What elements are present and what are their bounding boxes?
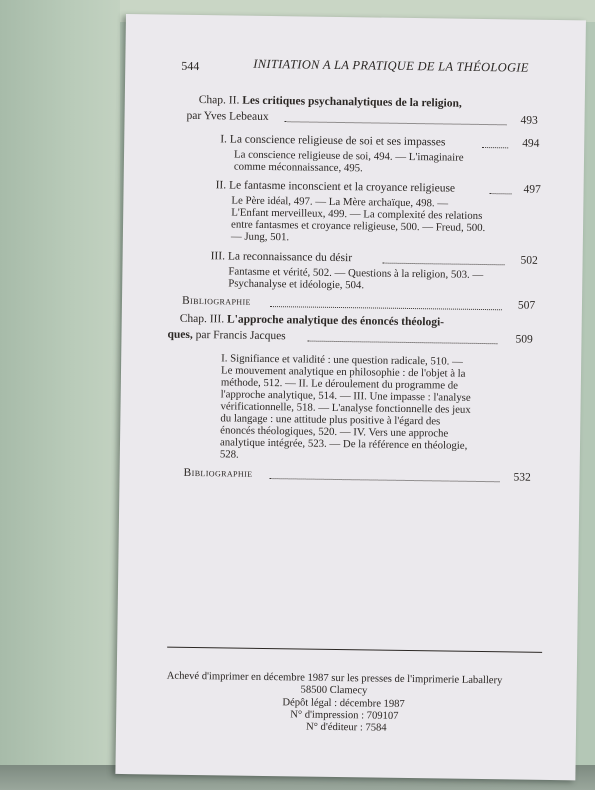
section-sub-line: entre fantasmes et croyance religieuse, 500. — Freud, 500. [230, 218, 486, 235]
book-page [115, 14, 586, 780]
section-sub-line: Psychanalyse et idéologie, 504. [228, 277, 365, 292]
leader-dots [307, 341, 497, 345]
leader-dots [285, 121, 507, 125]
leader-dots [482, 147, 508, 148]
bibliography-page: 507 [517, 299, 536, 312]
chap2-author: par Yves Lebeaux [186, 109, 269, 124]
chap2-prefix: Chap. II. [198, 94, 240, 107]
section-sub-line: Fantasme et vérité, 502. — Questions à la religion, 503. — [228, 265, 484, 282]
chap2-heading [199, 94, 462, 110]
leader-dots [270, 478, 500, 482]
colophon-line: N° d'impression : 709107 [290, 709, 399, 722]
chap3-sub-line: I. Signifiance et validité : une question radicale, 510. — [221, 352, 463, 368]
section-title: II. Le fantasme inconscient et la croyance religieuse [215, 179, 456, 195]
colophon-line: N° d'éditeur : 7584 [305, 721, 387, 734]
leader-dots [270, 306, 502, 310]
chap3-sub-line: l'approche analytique, 514. — III. Une impasse : l'analyse [220, 388, 471, 404]
background-left [0, 0, 120, 790]
chap3-sub-line: du langage : une attitude plus positive à l'égard des [220, 412, 441, 428]
section-sub-line: L'Enfant merveilleux, 499. — La complexité des relations [231, 206, 483, 222]
horizontal-rule [167, 647, 542, 653]
section-title: III. La reconnaissance du désir [210, 250, 353, 265]
bibliography-label: Bibliographie [181, 294, 251, 308]
section-sub-line: Le Père idéal, 497. — La Mère archaïque, 498. — [231, 194, 449, 210]
chap3-sub-line: Le mouvement analytique en philosophie : de l'objet à la [220, 364, 466, 380]
chap3-sub-line: 528. [219, 448, 239, 461]
bibliography-page: 532 [513, 471, 531, 484]
section-page: 497 [523, 183, 541, 196]
leader-dots [383, 263, 505, 266]
chap3-page: 509 [515, 333, 533, 346]
section-sub-line: comme méconnaissance, 495. [233, 160, 363, 175]
section-title: I. La conscience religieuse de soi et ses impasses [220, 133, 446, 149]
chap3-prefix: Chap. III. [179, 312, 225, 326]
colophon-line: Dépôt légal : décembre 1987 [282, 697, 405, 710]
section-sub-line: La conscience religieuse de soi, 494. — L'imaginaire [233, 148, 464, 164]
chap3-sub-line: vérificationnelle, 518. — L'analyse fonctionnelle des jeux [220, 400, 471, 416]
chap3-sub-line: énoncés théologiques, 520. — IV. Vers une approche [220, 424, 449, 440]
section-page: 494 [522, 137, 540, 150]
chap3-heading [180, 313, 444, 329]
chap3-author [167, 329, 285, 343]
leader-dots [490, 193, 512, 194]
chap3-title-end: ques, [167, 328, 193, 341]
chap3-sub-line: méthode, 512. — II. Le déroulement du programme de [220, 376, 459, 392]
section-page: 502 [520, 254, 538, 267]
chap3-author-name: par Francis Jacques [195, 329, 286, 343]
chap2-page: 493 [520, 114, 538, 127]
colophon-line: 58500 Clamecy [300, 684, 368, 697]
chap2-title: Les critiques psychanalytiques de la religion, [242, 94, 462, 110]
section-sub-line: — Jung, 501. [230, 230, 290, 244]
colophon-line: Achevé d'imprimer en décembre 1987 sur les presses de l'imprimerie Laballery [166, 670, 503, 687]
bibliography-label: Bibliographie [183, 466, 253, 480]
chap3-sub-line: analytique intégrée, 523. — De la référence en théologie, [219, 436, 468, 452]
running-title: INITIATION A LA PRATIQUE DE LA THÉOLOGIE [253, 56, 529, 75]
page-number: 544 [181, 58, 200, 74]
chap3-title: L'approche analytique des énoncés théologi- [226, 313, 445, 329]
